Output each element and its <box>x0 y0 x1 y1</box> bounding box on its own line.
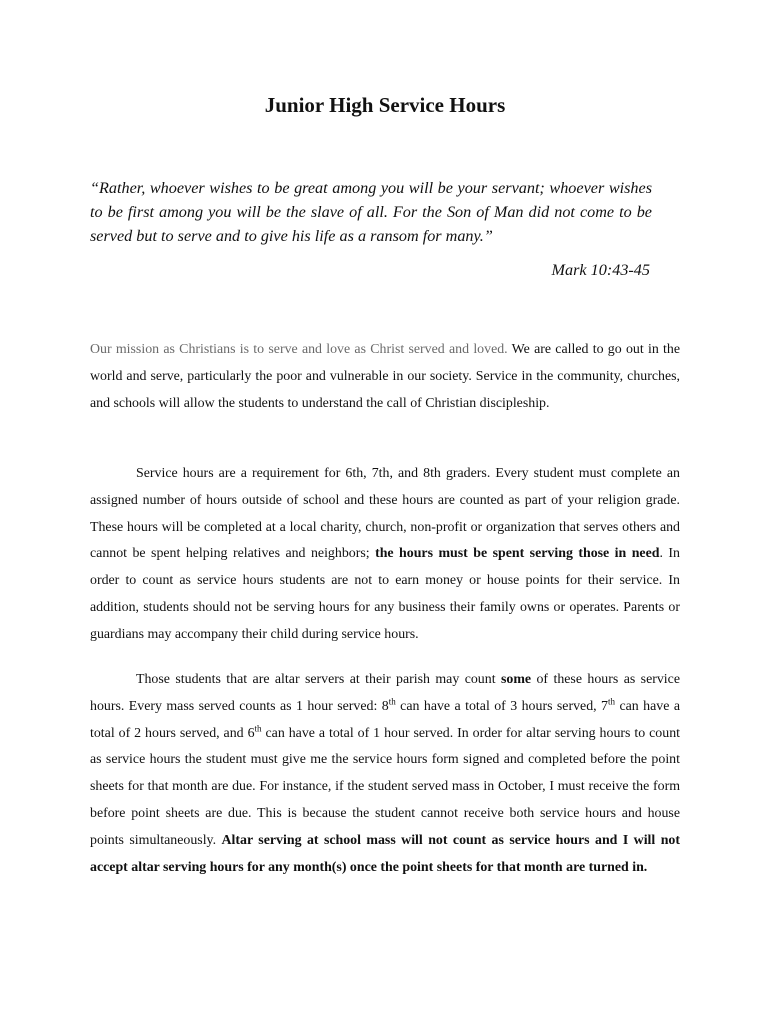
altar-text-a: Those students that are altar servers at their parish may count <box>136 672 501 687</box>
mission-statement: Our mission as Christians is to serve and love as Christ served and loved. <box>90 342 508 357</box>
altar-text-b: of these hours as service hours. Every mass served counts as 1 hour served: 8 <box>90 672 681 714</box>
altar-text-e: can have a total of 1 hour served. In order for altar serving hours to count as service hours the student must give me the service hours form signed and completed before the point sheets for that month are due. For instance, if the student served mass in October, I must receive the form before point sheets are due. This is because the student cannot receive both service hours and house points simultaneously. <box>90 725 680 848</box>
mission-paragraph-rest: We are called to go out in the world and serve, particularly the poor and vulnerable in our society. Service in the community, churches, and schools will allow the students to understand the call of Christian discipleship. <box>90 342 680 411</box>
mission-paragraph <box>90 337 680 417</box>
ordinal-suffix-8th: th <box>388 696 396 707</box>
document-title: Junior High Service Hours <box>264 93 506 117</box>
requirements-text-c: . In order to count as service hours students are not to earn money or house points for their service. In addition, students should not be serving hours for any business their family owns or operates. Parents or guardians may accompany their child during service hours. <box>90 546 680 642</box>
altar-policy-emphasis: Altar serving at school mass will not count as service hours and I will not accept altar serving hours for any month(s) once the point sheets for that month are turned in. <box>90 832 680 875</box>
scripture-citation: Mark 10:43-45 <box>551 261 650 279</box>
altar-servers-paragraph <box>90 667 680 881</box>
ordinal-suffix-7th: th <box>608 696 616 707</box>
scripture-quote: “Rather, whoever wishes to be great among you will be your servant; whoever wishes to be first among you will be the slave of all. For the Son of Man did not come to be served but to serve and to give his life as a ransom for many.” <box>90 179 652 245</box>
altar-some-emphasis: some <box>500 672 532 687</box>
requirements-paragraph <box>90 461 680 649</box>
ordinal-suffix-6th: th <box>254 722 262 733</box>
altar-text-d: can have a total of 2 hours served, and 6 <box>90 698 680 741</box>
requirements-text-a: Service hours are a requirement for 6th, 7th, and 8th graders. Every student must complete an assigned number of hours outside of school and these hours are counted as part of your religion grade. These hours will be completed at a local charity, church, non-profit or organization that serves others and cannot be spent helping relatives and neighbors; <box>90 466 680 562</box>
requirements-emphasis: the hours must be spent serving those in need <box>375 546 660 562</box>
altar-text-c: can have a total of 3 hours served, 7 <box>395 698 609 714</box>
